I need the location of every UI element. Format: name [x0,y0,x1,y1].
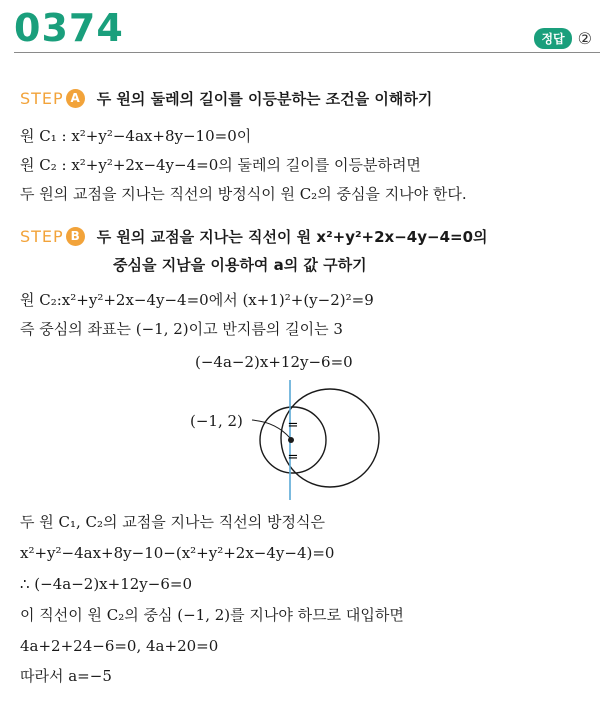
step-b-line-2: 즉 중심의 좌표는 (−1, 2)이고 반지름의 길이는 3 [20,320,343,338]
two-circles-figure [180,380,410,500]
step-b-title-line-2: 중심을 지남을 이용하여 a의 값 구하기 [113,256,367,274]
solution-line-6: 따라서 a=−5 [20,667,112,685]
answer-indicator [534,28,592,49]
step-b-word: STEP [20,227,64,246]
step-a-letter: A [66,89,85,108]
label-leader-line [252,420,290,438]
step-a-heading [20,88,432,109]
step-b-heading [20,226,488,247]
step-a-line-1: 원 C₁ : x²+y²−4ax+8y−10=0이 [20,127,252,145]
header-divider [14,52,600,53]
step-b-letter: B [66,227,85,246]
step-a-line-3: 두 원의 교점을 지나는 직선의 방정식이 원 C₂의 중심을 지나야 한다. [20,185,467,203]
answer-badge: 정답 [534,28,571,49]
center-point [288,437,294,443]
step-b-title-line-1: 두 원의 교점을 지나는 직선이 원 x²+y²+2x−4y−4=0의 [96,228,488,246]
solution-line-1: 두 원 C₁, C₂의 교점을 지나는 직선의 방정식은 [20,513,325,531]
step-b-line-1: 원 C₂:x²+y²+2x−4y−4=0에서 (x+1)²+(y−2)²=9 [20,291,374,309]
problem-number: 0374 [14,6,124,50]
figure-line-label: (−4a−2)x+12y−6=0 [195,353,353,371]
step-a-line-2: 원 C₂ : x²+y²+2x−4y−4=0의 둘레의 길이를 이등분하려면 [20,156,421,174]
circle-c1 [281,389,379,487]
answer-value: ② [577,29,592,48]
solution-line-4: 이 직선이 원 C₂의 중심 (−1, 2)를 지나야 하므로 대입하면 [20,606,404,624]
equal-mark-top: = [287,418,299,433]
step-a-title: 두 원의 둘레의 길이를 이등분하는 조건을 이해하기 [96,90,433,108]
equal-mark-bottom: = [287,450,299,465]
step-a-word: STEP [20,89,64,108]
figure-point-label: (−1, 2) [190,412,243,430]
solution-line-2: x²+y²−4ax+8y−10−(x²+y²+2x−4y−4)=0 [20,544,335,562]
solution-line-5: 4a+2+24−6=0, 4a+20=0 [20,637,219,655]
solution-line-3: ∴ (−4a−2)x+12y−6=0 [20,575,192,593]
